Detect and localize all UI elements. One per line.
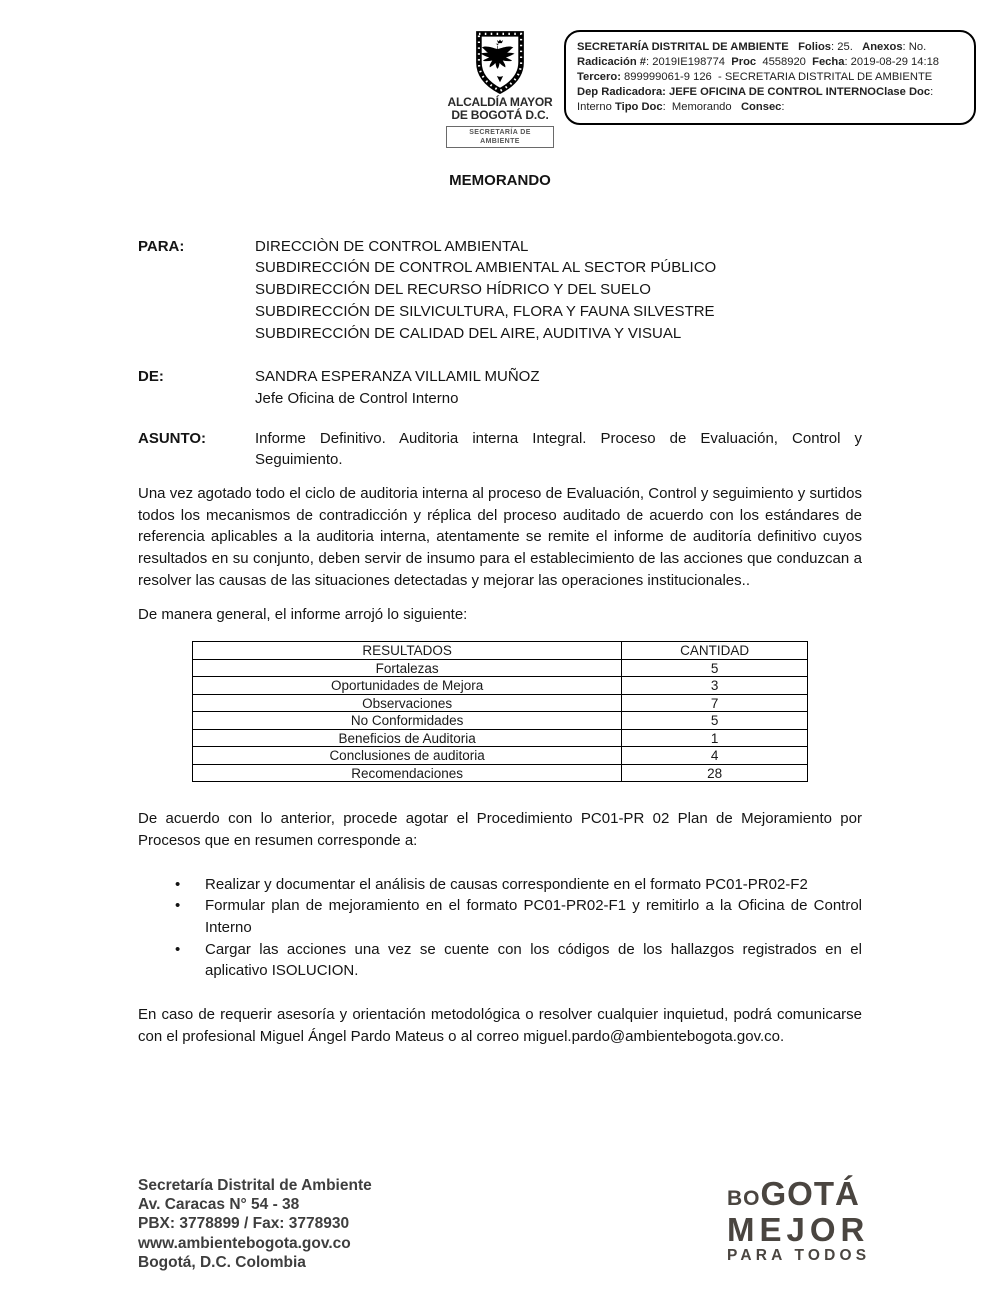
subject-text: Informe Definitivo. Auditoria interna Integral. Proceso de Evaluación, Control y Seguimiento. <box>255 429 862 469</box>
field-asunto <box>138 428 862 471</box>
result-count: 1 <box>622 729 808 747</box>
stamp-line: Radicación #: 2019IE198774 Proc 4558920 Fecha: 2019-08-29 14:18 <box>577 56 940 69</box>
results-table <box>192 641 808 782</box>
result-name: Observaciones <box>193 694 622 712</box>
stamp-line: SECRETARÍA DISTRITAL DE AMBIENTE Folios: 25. Anexos: No. <box>577 41 927 53</box>
bullet-item <box>138 874 862 896</box>
table-header-cantidad: CANTIDAD <box>622 642 808 660</box>
para-label: PARA: <box>138 237 185 255</box>
logo-gota: GOTÁ <box>760 1175 860 1212</box>
recipient-line: SUBDIRECCIÓN DE CALIDAD DEL AIRE, AUDITIVA Y VISUAL <box>255 324 682 342</box>
result-name: Oportunidades de Mejora <box>193 677 622 695</box>
body-paragraph-3: De acuerdo con lo anterior, procede agotar el Procedimiento PC01-PR 02 Plan de Mejoramiento por Procesos que en resumen corresponde a: <box>138 810 862 849</box>
asunto-label: ASUNTO: <box>138 429 207 447</box>
memo-title: MEMORANDO <box>449 172 551 189</box>
table-header-row <box>193 642 808 660</box>
result-name: Beneficios de Auditoria <box>193 729 622 747</box>
sender <box>255 366 862 409</box>
bullet-item <box>138 939 862 982</box>
logo-bogota-line <box>727 1175 870 1214</box>
body-paragraph-4: En caso de requerir asesoría y orientación metodológica o resolver cualquier inquietud, podrá comunicarse con el profesional Miguel Ángel Pardo Mateus o al correo miguel.pardo@ambientebogota.gov.co. <box>138 1006 862 1045</box>
table-row <box>193 694 808 712</box>
footer-website: www.ambientebogota.gov.co <box>138 1234 351 1252</box>
stamp-line: Dep Radicadora: JEFE OFICINA DE CONTROL INTERNOClase Doc: <box>577 86 934 99</box>
table-row <box>193 659 808 677</box>
footer-entity-name: Secretaría Distrital de Ambiente <box>138 1177 372 1194</box>
footer-city: Bogotá, D.C. Colombia <box>138 1253 306 1271</box>
bullet-icon <box>175 895 180 917</box>
logo-mejor-line: MEJOR <box>727 1211 870 1248</box>
table-row <box>193 764 808 782</box>
body-paragraph-2: De manera general, el informe arrojó lo siguiente: <box>138 605 468 623</box>
stamp-line: Tercero: 899999061-9 126 - SECRETARIA DISTRITAL DE AMBIENTE <box>577 71 933 84</box>
result-count: 3 <box>622 677 808 695</box>
footer-phone: PBX: 3778899 / Fax: 3778930 <box>138 1215 350 1233</box>
action-bullet-list <box>138 874 862 983</box>
recipient-line: SUBDIRECCIÓN DEL RECURSO HÍDRICO Y DEL SUELO <box>255 281 651 299</box>
bullet-text: Realizar y documentar el análisis de causas correspondiente en el formato PC01-PR02-F2 <box>205 875 808 893</box>
body-paragraph-1: Una vez agotado todo el ciclo de auditoria interna al proceso de Evaluación, Control y seguimiento y surtidos todos los mecanismos de contradicción y réplica del proceso auditado de acuerdo con los estándares de referencia aplicables a la auditoria interna, atentamente se remite el informe de auditoría definitivo cuyos resultados en su conjunto, deben servir de insumo para el establecimiento de las acciones que conduzcan a resolver las causas de las situaciones detectadas y mejorar las operaciones institucionales.. <box>138 485 862 589</box>
bullet-icon <box>175 939 180 961</box>
result-name: Recomendaciones <box>193 764 622 782</box>
result-count: 5 <box>622 659 808 677</box>
footer-street: Av. Caracas N° 54 - 38 <box>138 1196 300 1214</box>
bullet-item <box>138 895 862 938</box>
logo-text-line2: DE BOGOTÁ D.C. <box>451 108 549 122</box>
memo-content <box>138 0 862 1048</box>
table-row <box>193 729 808 747</box>
bogota-mejor-para-todos-logo <box>727 1175 871 1265</box>
result-count: 28 <box>622 764 808 782</box>
bullet-text: Cargar las acciones una vez se cuente con los códigos de los hallazgos registrados en el aplicativo ISOLUCION. <box>205 940 862 980</box>
table-row <box>193 712 808 730</box>
de-label: DE: <box>138 368 164 386</box>
logo-para-todos-line: PARA TODOS <box>727 1247 871 1264</box>
logo-bo: BO <box>727 1187 761 1210</box>
sender-name: SANDRA ESPERANZA VILLAMIL MUÑOZ <box>255 368 540 386</box>
stamp-line: Interno Tipo Doc: Memorando Consec: <box>577 101 785 114</box>
result-name: Conclusiones de auditoria <box>193 747 622 765</box>
table-header-resultados: RESULTADOS <box>193 642 622 660</box>
sender-role: Jefe Oficina de Control Interno <box>255 389 459 407</box>
recipient-line: DIRECCIÒN DE CONTROL AMBIENTAL <box>255 237 529 255</box>
field-para <box>138 236 862 345</box>
recipient-line: SUBDIRECCIÓN DE SILVICULTURA, FLORA Y FAUNA SILVESTRE <box>255 302 715 320</box>
result-count: 7 <box>622 694 808 712</box>
result-count: 4 <box>622 747 808 765</box>
bullet-text: Formular plan de mejoramiento en el formato PC01-PR02-F1 y remitirlo a la Oficina de Control Interno <box>205 897 862 937</box>
logo-text-line1: ALCALDÍA MAYOR <box>447 95 553 109</box>
logo-entity-label: SECRETARÍA DE AMBIENTE <box>446 126 554 148</box>
recipient-line: SUBDIRECCIÓN DE CONTROL AMBIENTAL AL SECTOR PÚBLICO <box>255 259 717 277</box>
result-name: No Conformidades <box>193 712 622 730</box>
para-recipients <box>255 236 862 345</box>
footer-address <box>138 1176 372 1272</box>
table-row <box>193 747 808 765</box>
field-de <box>138 366 862 409</box>
result-name: Fortalezas <box>193 659 622 677</box>
bullet-icon <box>175 874 180 896</box>
table-row <box>193 677 808 695</box>
result-count: 5 <box>622 712 808 730</box>
